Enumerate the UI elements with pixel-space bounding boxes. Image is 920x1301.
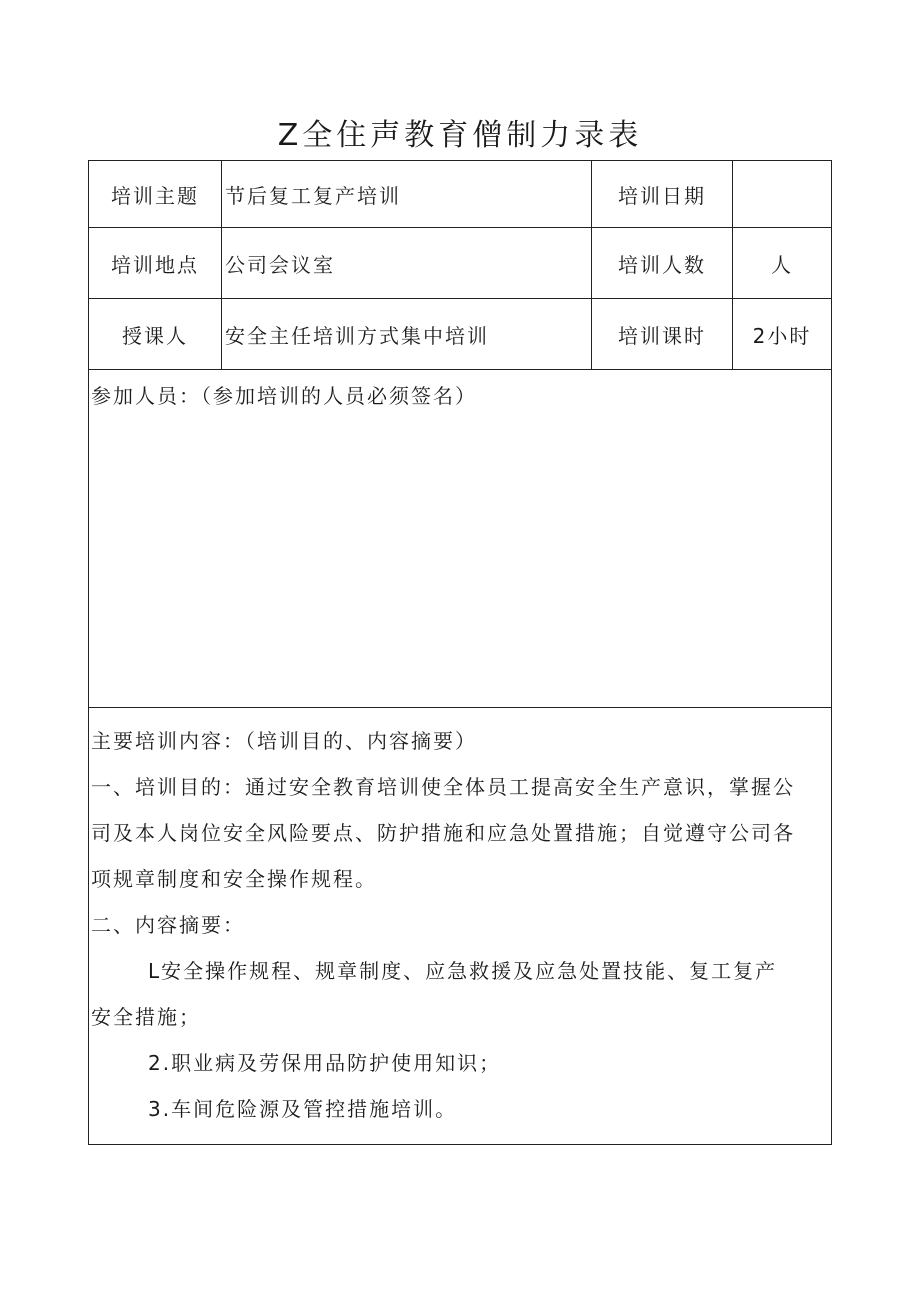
summary-item-2: 2.职业病及劳保用品防护使用知识； bbox=[148, 1051, 502, 1075]
location-value[interactable]: 公司会议室 bbox=[222, 228, 592, 298]
topic-value[interactable]: 节后复工复产培训 bbox=[222, 161, 592, 227]
location-label: 培训地点 bbox=[89, 228, 222, 298]
document-title: Z全住声教育僧制力录表 bbox=[277, 118, 643, 153]
hours-label: 培训课时 bbox=[592, 299, 733, 369]
table-row bbox=[89, 228, 831, 299]
participants-label: 参加人员：（参加培训的人员必须签名） bbox=[91, 384, 477, 408]
summary-item-1-continued: 安全措施； bbox=[91, 1005, 201, 1029]
headcount-value[interactable]: 人 bbox=[771, 252, 793, 277]
headcount-label: 培训人数 bbox=[592, 228, 733, 298]
date-label: 培训日期 bbox=[592, 161, 733, 227]
hours-value[interactable]: 2小时 bbox=[752, 323, 812, 348]
training-record-form bbox=[88, 160, 832, 1145]
purpose-line: 司及本人岗位安全风险要点、防护措施和应急处置措施；自觉遵守公司各 bbox=[91, 821, 795, 845]
date-value[interactable] bbox=[733, 161, 831, 227]
training-content-section bbox=[89, 708, 831, 1144]
topic-label: 培训主题 bbox=[89, 161, 222, 227]
purpose-line: 项规章制度和安全操作规程。 bbox=[91, 867, 377, 891]
summary-item-3: 3.车间危险源及管控措施培训。 bbox=[148, 1097, 458, 1121]
table-row bbox=[89, 161, 831, 228]
summary-item-1: L安全操作规程、规章制度、应急救援及应急处置技能、复工复产 bbox=[148, 959, 778, 983]
content-heading: 主要培训内容：（培训目的、内容摘要） bbox=[91, 729, 477, 753]
participants-section[interactable] bbox=[89, 370, 831, 708]
summary-heading: 二、内容摘要： bbox=[91, 913, 245, 937]
instructor-label: 授课人 bbox=[89, 299, 222, 369]
instructor-value[interactable]: 安全主任培训方式集中培训 bbox=[222, 299, 592, 369]
purpose-line: 一、培训目的：通过安全教育培训使全体员工提高安全生产意识，掌握公 bbox=[91, 775, 795, 799]
table-row bbox=[89, 299, 831, 370]
